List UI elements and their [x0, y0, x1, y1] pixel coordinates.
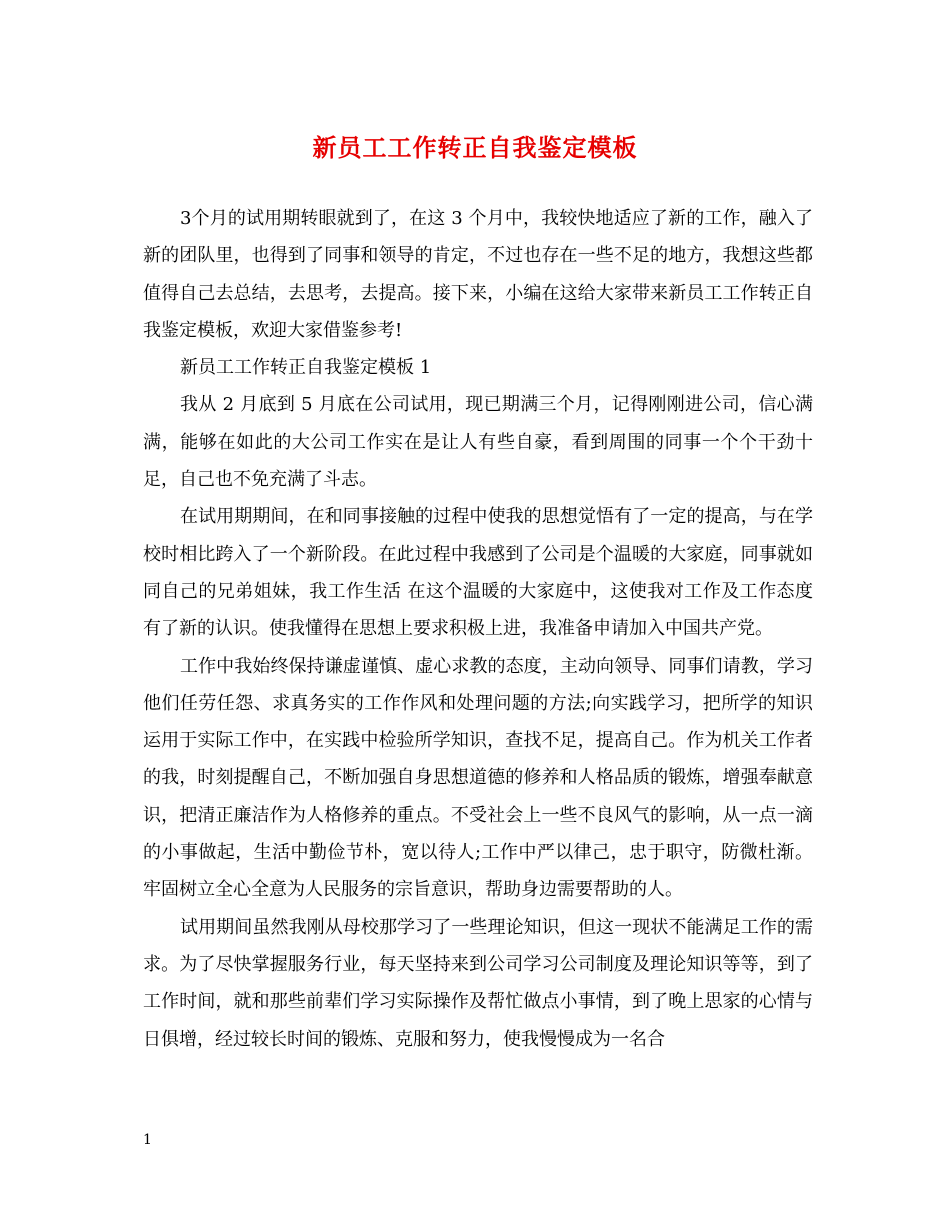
- document-title: 新员工工作转正自我鉴定模板: [312, 133, 638, 162]
- page-number: 1: [143, 1132, 152, 1148]
- body-paragraph: 在试用期期间，在和同事接触的过程中使我的思想觉悟有了一定的提高，与在学校时相比跨入了一个新阶段。在此过程中我感到了公司是个温暖的大家庭，同事就如同自己的兄弟姐妹，我工作生活 在这个温暖的大家庭中，这使我对工作及工作态度有了新的认识。使我懂得在思想上要求积极上进，我准备申请加入中国共产党。: [143, 506, 813, 640]
- body-paragraph: 试用期间虽然我刚从母校那学习了一些理论知识，但这一现状不能满足工作的需求。为了尽快掌握服务行业，每天坚持来到公司学习公司制度及理论知识等等，到了工作时间，就和那些前辈们学习实际操作及帮忙做点小事情，到了晚上思家的心情与日俱增，经过较长时间的锻炼、克服和努力，使我慢慢成为一名合: [143, 916, 813, 1050]
- document-body: [143, 200, 813, 1058]
- body-paragraph: 工作中我始终保持谦虚谨慎、虚心求教的态度，主动向领导、同事们请教，学习他们任劳任怨、求真务实的工作作风和处理问题的方法;向实践学习，把所学的知识运用于实际工作中，在实践中检验所学知识，查找不足，提高自己。作为机关工作者的我，时刻提醒自己，不断加强自身思想道德的修养和人格品质的锻炼，增强奉献意识，把清正廉洁作为人格修养的重点。不受社会上一些不良风气的影响，从一点一滴的小事做起，生活中勤俭节朴，宽以待人;工作中严以律己，忠于职守，防微杜渐。牢固树立全心全意为人民服务的宗旨意识，帮助身边需要帮助的人。: [143, 655, 813, 901]
- section-heading: 新员工工作转正自我鉴定模板 1: [180, 357, 432, 379]
- intro-paragraph: 3个月的试用期转眼就到了，在这 3 个月中，我较快地适应了新的工作，融入了新的团队里，也得到了同事和领导的肯定，不过也存在一些不足的地方，我想这些都值得自己去总结，去思考，去提高。接下来，小编在这给大家带来新员工工作转正自我鉴定模板，欢迎大家借鉴参考!: [143, 208, 813, 341]
- body-paragraph: 我从 2 月底到 5 月底在公司试用，现已期满三个月，记得刚刚进公司，信心满满，能够在如此的大公司工作实在是让人有些自豪，看到周围的同事一个个干劲十足，自己也不免充满了斗志。: [143, 394, 813, 491]
